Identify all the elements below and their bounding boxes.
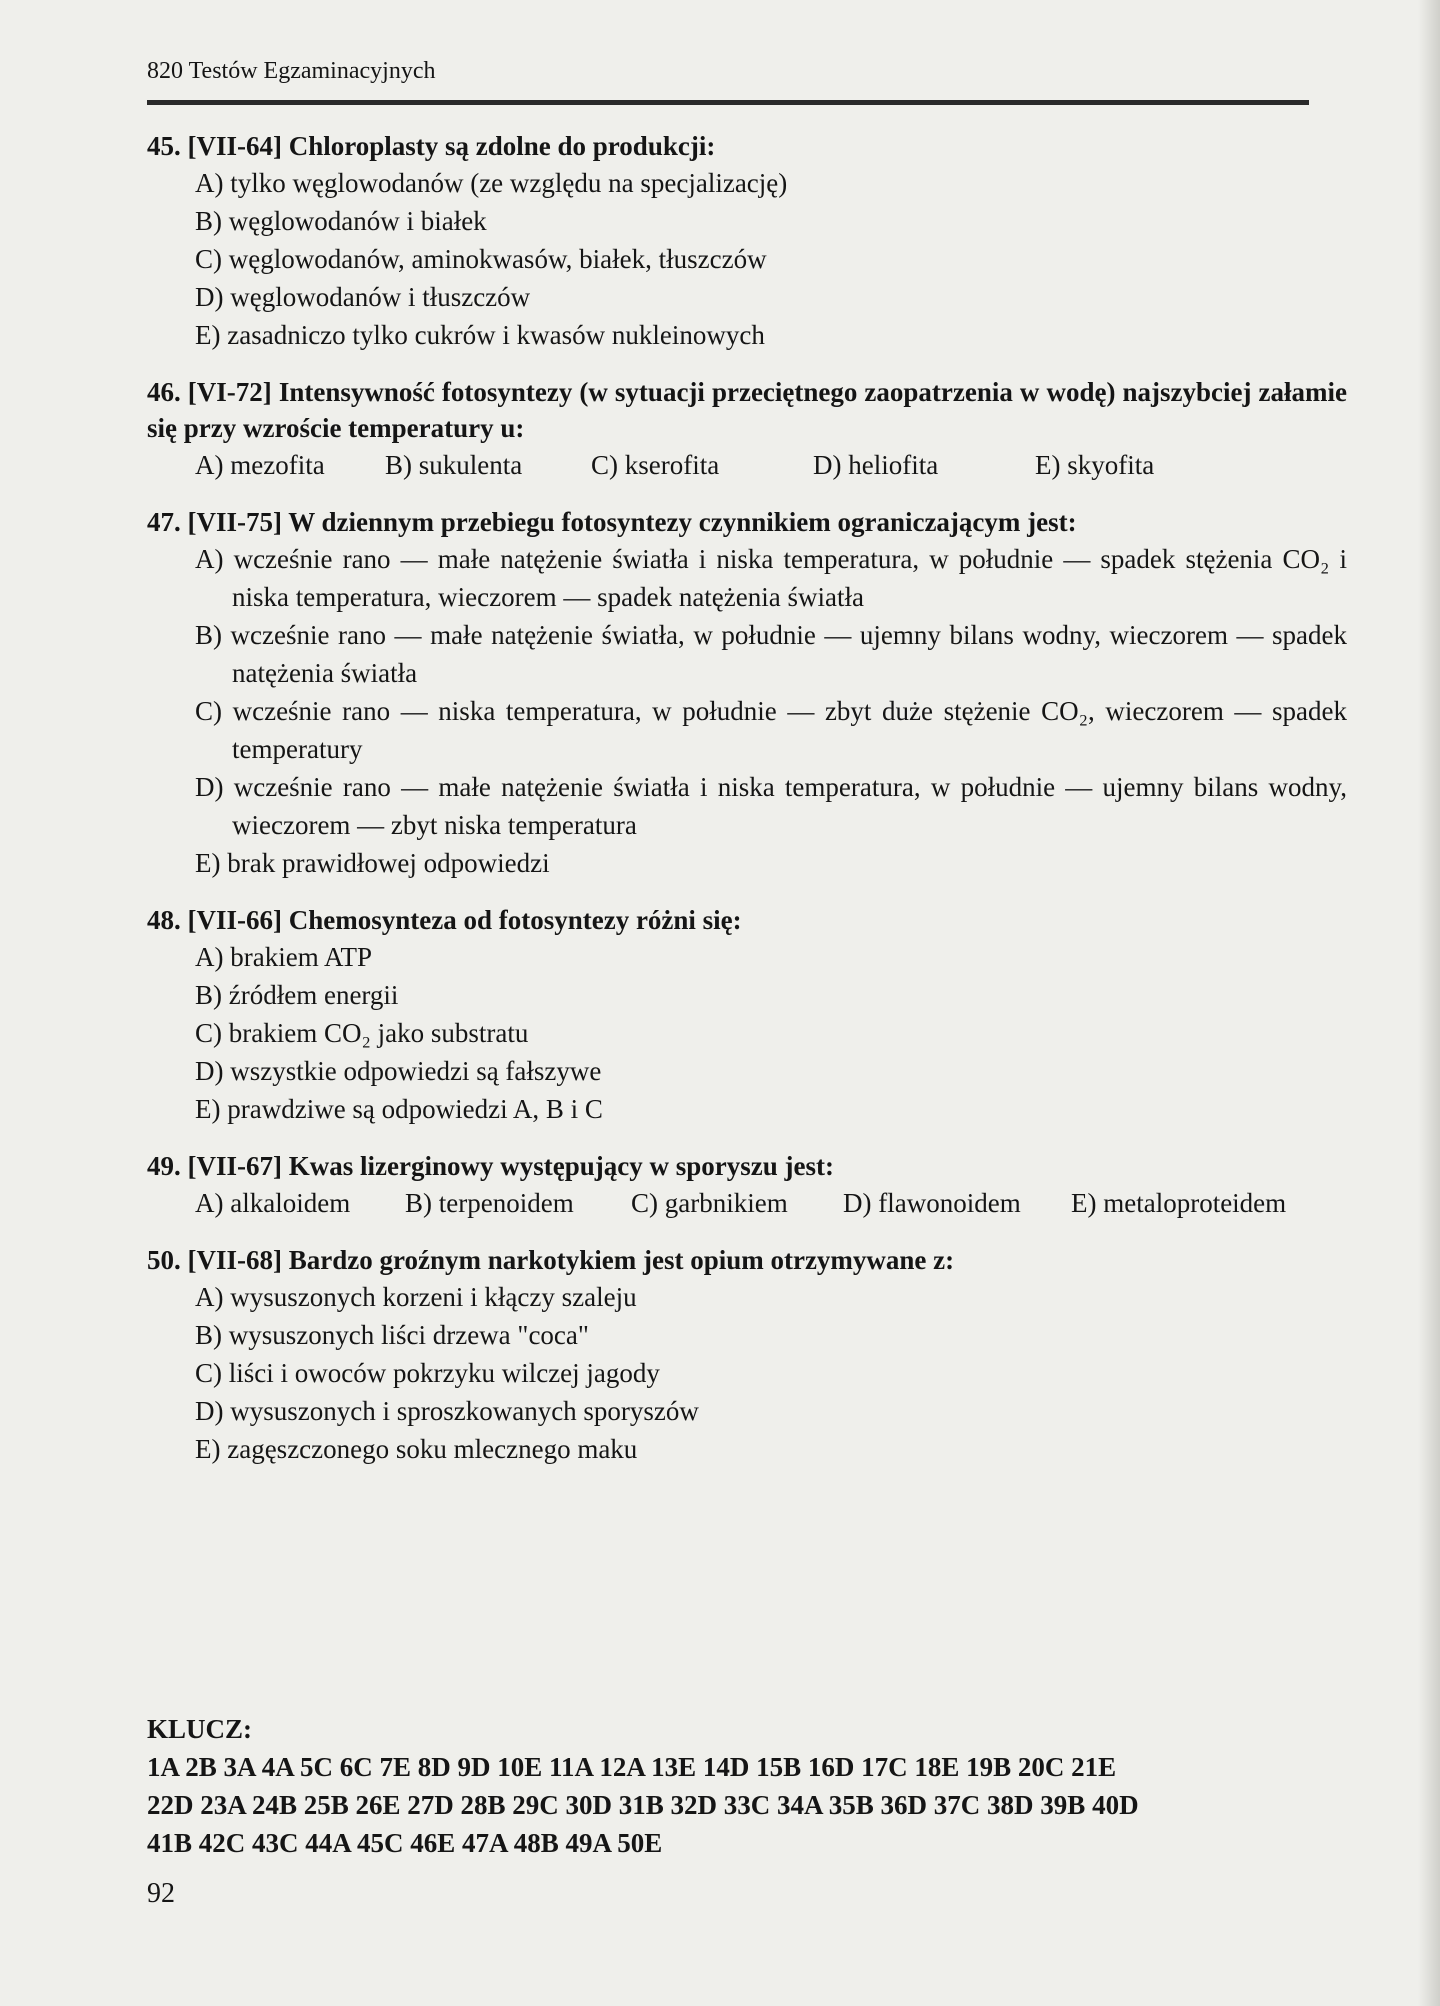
question-title: 47. [VII-75] W dziennym przebiegu fotosyntezy czynnikiem ograniczającym jest: xyxy=(147,507,1077,537)
option-d: D) wysuszonych i sproszkowanych sporyszów xyxy=(195,1396,699,1426)
option-b: B) węglowodanów i białek xyxy=(195,206,487,236)
page-number: 92 xyxy=(147,1878,175,1909)
running-header: 820 Testów Egzaminacyjnych xyxy=(147,58,436,84)
option-e: E) metaloproteidem xyxy=(1071,1188,1287,1218)
option-b: B) wysuszonych liści drzewa "coca" xyxy=(195,1320,589,1350)
option-c: C) węglowodanów, aminokwasów, białek, tłuszczów xyxy=(195,244,767,274)
option-d: D) heliofita xyxy=(813,450,939,480)
option-b: B) terpenoidem xyxy=(405,1188,574,1218)
option-c: C) liści i owoców pokrzyku wilczej jagody xyxy=(195,1358,660,1388)
option-e: E) skyofita xyxy=(1035,450,1155,480)
question-title: 50. [VII-68] Bardzo groźnym narkotykiem jest opium otrzymywane z: xyxy=(147,1245,955,1275)
option-d: D) wcześnie rano — małe natężenie światła i niska temperatura, w południe — ujemny bilans wodny, wieczorem — zbyt niska temperatura xyxy=(195,772,1347,840)
question-title: 48. [VII-66] Chemosynteza od fotosyntezy różni się: xyxy=(147,905,742,935)
question-list xyxy=(147,128,1347,1488)
option-b: B) sukulenta xyxy=(385,450,523,480)
option-c: C) wcześnie rano — niska temperatura, w południe — zbyt duże stężenie CO₂, wieczorem — spadek temperatury xyxy=(195,696,1347,764)
option-d: D) węglowodanów i tłuszczów xyxy=(195,282,531,312)
option-c: C) garbnikiem xyxy=(631,1188,788,1218)
option-a: A) tylko węglowodanów (ze względu na specjalizację) xyxy=(195,168,788,198)
answer-key-label: KLUCZ: xyxy=(147,1714,253,1744)
page-edge-shadow xyxy=(1418,0,1440,2006)
option-a: A) alkaloidem xyxy=(195,1188,351,1218)
option-d: D) flawonoidem xyxy=(843,1188,1021,1218)
option-d: D) wszystkie odpowiedzi są fałszywe xyxy=(195,1056,602,1086)
inline-options xyxy=(147,446,1347,484)
option-c: C) kserofita xyxy=(591,450,720,480)
option-e: E) prawdziwe są odpowiedzi A, B i C xyxy=(195,1094,603,1124)
option-e: E) zagęszczonego soku mlecznego maku xyxy=(195,1434,638,1464)
option-e: E) brak prawidłowej odpowiedzi xyxy=(195,848,550,878)
question-49 xyxy=(147,1148,1347,1222)
option-a: A) wcześnie rano — małe natężenie światła i niska temperatura, w południe — spadek stężenia CO₂ i niska temperatura, wieczorem — spadek natężenia światła xyxy=(195,544,1347,612)
option-a: A) mezofita xyxy=(195,450,325,480)
header-rule xyxy=(147,100,1309,105)
question-48 xyxy=(147,902,1347,1128)
question-45 xyxy=(147,128,1347,354)
question-title: 49. [VII-67] Kwas lizerginowy występujący w sporyszu jest: xyxy=(147,1151,834,1181)
question-46 xyxy=(147,374,1347,484)
question-title: 45. [VII-64] Chloroplasty są zdolne do produkcji: xyxy=(147,131,716,161)
question-title: 46. [VI-72] Intensywność fotosyntezy (w sytuacji przeciętnego zaopatrzenia w wodę) najszybciej załamie się przy wzroście temperatury u: xyxy=(147,377,1347,443)
option-b: B) wcześnie rano — małe natężenie światła, w południe — ujemny bilans wodny, wieczorem — spadek natężenia światła xyxy=(195,620,1347,688)
inline-options xyxy=(147,1184,1347,1222)
answer-key-line: 1A 2B 3A 4A 5C 6C 7E 8D 9D 10E 11A 12A 13E 14D 15B 16D 17C 18E 19B 20C 21E xyxy=(147,1752,1117,1782)
question-50 xyxy=(147,1242,1347,1468)
option-b: B) źródłem energii xyxy=(195,980,399,1010)
answer-key-line: 41B 42C 43C 44A 45C 46E 47A 48B 49A 50E xyxy=(147,1828,663,1858)
answer-key xyxy=(147,1710,1139,1862)
option-a: A) brakiem ATP xyxy=(195,942,372,972)
option-c: C) brakiem CO₂ jako substratu xyxy=(195,1018,529,1048)
question-47 xyxy=(147,504,1347,882)
option-e: E) zasadniczo tylko cukrów i kwasów nukleinowych xyxy=(195,320,765,350)
answer-key-line: 22D 23A 24B 25B 26E 27D 28B 29C 30D 31B 32D 33C 34A 35B 36D 37C 38D 39B 40D xyxy=(147,1790,1139,1820)
option-a: A) wysuszonych korzeni i kłączy szaleju xyxy=(195,1282,637,1312)
